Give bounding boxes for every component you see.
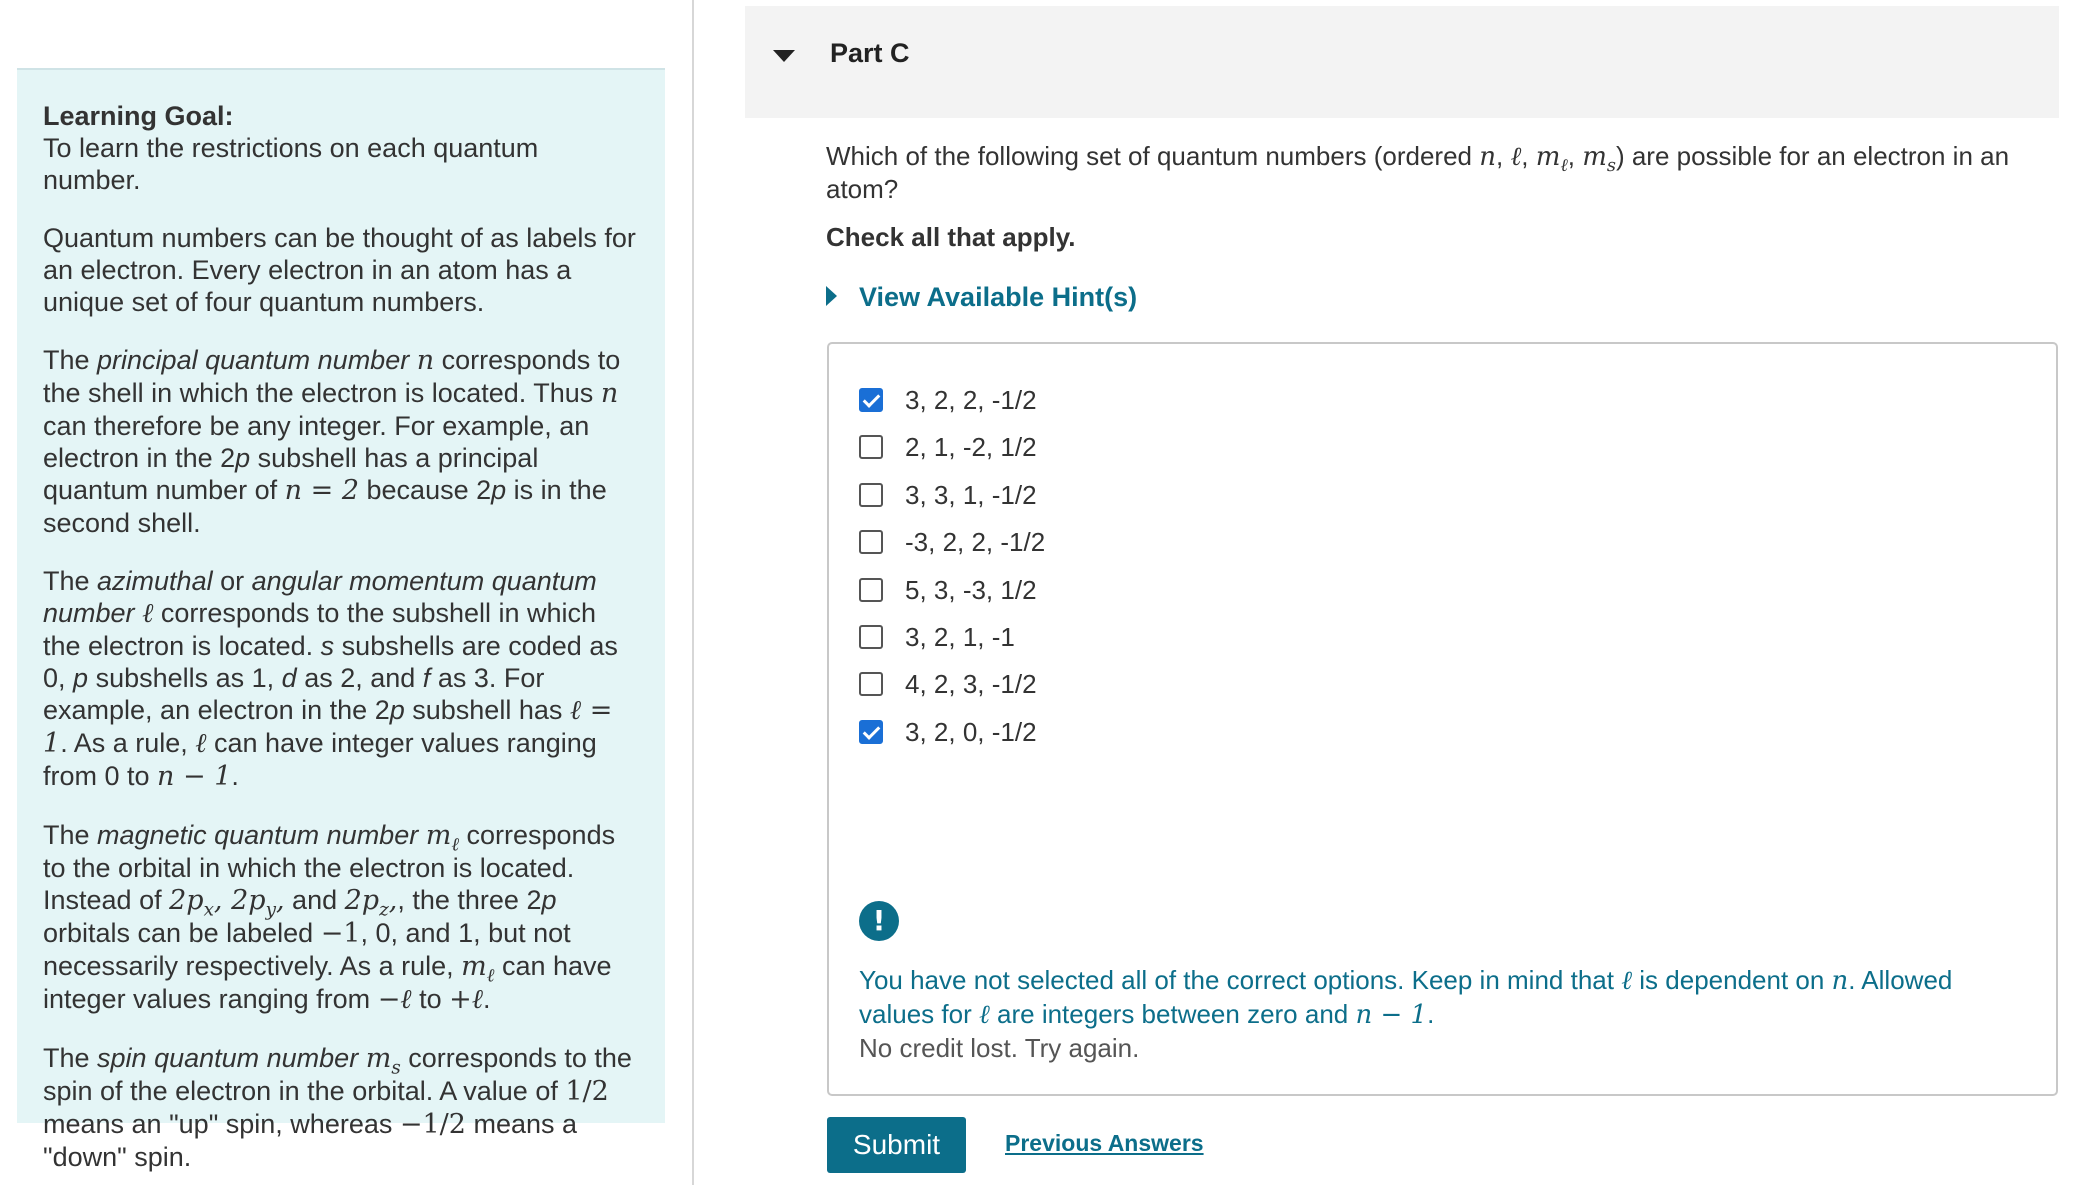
option-label: 3, 3, 1, -1/2 [905,479,1037,510]
option-7[interactable] [859,666,1037,702]
option-8[interactable] [859,714,1037,750]
learning-panel [17,68,665,1172]
view-hints-toggle[interactable] [826,282,1137,313]
option-checkbox[interactable] [859,483,883,507]
view-hints-label: View Available Hint(s) [859,282,1138,312]
answer-box [827,342,2058,1096]
intro-paragraph: Quantum numbers can be thought of as labels for an electron. Every electron in an atom has a unique set of four quantum numbers. [43,223,636,317]
option-checkbox[interactable] [859,435,883,459]
option-label: 3, 2, 2, -1/2 [905,384,1037,415]
azimuthal-paragraph: The azimuthal or angular momentum quantum number ℓ corresponds to the subshell in which the electron is located. s subshells are coded as 0, p subshells as 1, d as 2, and f as 3. For example, an electron in the 2p subshell has ℓ = 1. As a rule, ℓ can have integer values ranging from 0 to n − 1. [43,566,618,792]
option-label: -3, 2, 2, -1/2 [905,526,1046,557]
principal-paragraph: The principal quantum number n corresponds to the shell in which the electron is located. Thus n can therefore be any integer. For example, an electron in the 2p subshell has a principal quantum number of n = 2 because 2p is in the second shell. [43,345,621,538]
caret-right-icon [826,286,837,306]
option-checkbox[interactable] [859,672,883,696]
alert-icon: ! [859,901,899,941]
option-4[interactable] [859,524,1045,560]
option-label: 2, 1, -2, 1/2 [905,431,1037,462]
option-checkbox[interactable] [859,388,883,412]
option-3[interactable] [859,477,1037,513]
learning-goal-text: To learn the restrictions on each quantum number. [43,133,539,195]
option-6[interactable] [859,619,1015,655]
option-checkbox[interactable] [859,578,883,602]
magnetic-paragraph: The magnetic quantum number $m_\ell$ corresponds to the orbital in which the electron is located. Instead of $2p_x$, $2p_y$, and $2p_z$,, the three 2p orbitals can be labeled −1, 0, and 1, but not necessarily respectively. As a rule, $m_\ell$ can have integer values ranging from −ℓ to +ℓ. [43,820,616,1015]
part-title: Part C [830,38,910,68]
option-1[interactable] [859,382,1037,418]
option-2[interactable] [859,429,1037,465]
question-text: Which of the following set of quantum numbers (ordered n, ℓ, $m_\ell$, $m_s$) are possible for an electron in an atom? [826,141,2010,204]
check-all-instruction: Check all that apply. [826,222,1076,252]
spin-paragraph: The spin quantum number $m_s$ corresponds to the spin of the electron in the orbital. A value of 1/2 means an "up" spin, whereas −1/2 means a "down" spin. [43,1043,632,1172]
option-label: 3, 2, 0, -1/2 [905,716,1037,747]
option-checkbox[interactable] [859,625,883,649]
option-label: 5, 3, -3, 1/2 [905,574,1037,605]
feedback-text: You have not selected all of the correct options. Keep in mind that ℓ is dependent on n. Allowed values for ℓ are integers between zero and n − 1. [859,965,1953,1030]
option-label: 3, 2, 1, -1 [905,621,1015,652]
option-5[interactable] [859,572,1037,608]
previous-answers-link[interactable]: Previous Answers [1005,1130,1204,1156]
part-header[interactable] [745,6,2059,118]
option-checkbox[interactable] [859,530,883,554]
option-label: 4, 2, 3, -1/2 [905,668,1037,699]
feedback-credit: No credit lost. Try again. [859,1033,1140,1063]
option-checkbox[interactable] [859,720,883,744]
learning-goal-title: Learning Goal: [43,101,234,131]
feedback-message [859,964,2029,1065]
caret-down-icon[interactable] [773,50,795,62]
column-divider [692,0,694,1185]
submit-button[interactable]: Submit [827,1117,966,1173]
